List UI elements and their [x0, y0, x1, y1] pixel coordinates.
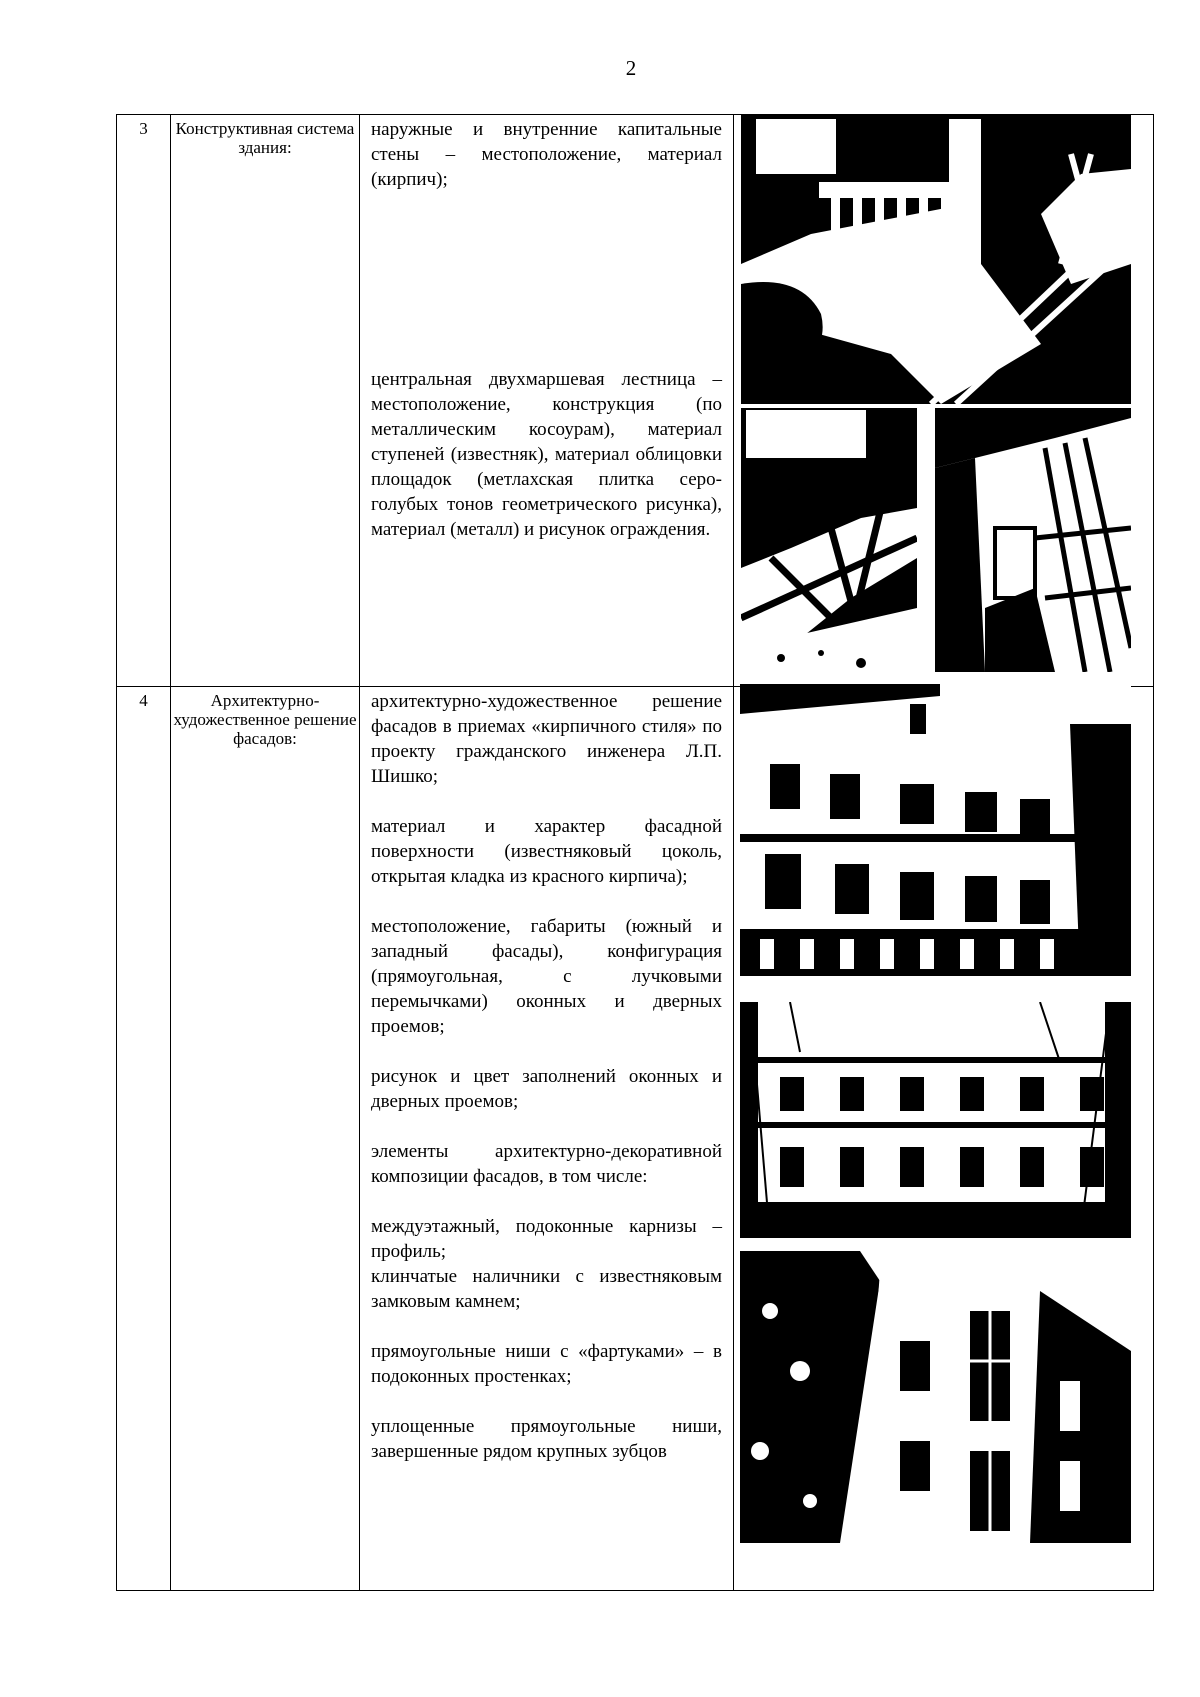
description-paragraph: элементы архитектурно-декоративной композиции фасадов, в том числе: — [371, 1141, 722, 1187]
page-number: 2 — [625, 56, 637, 80]
staircase-balustrade-photo — [741, 114, 1131, 404]
description-paragraph: прямоугольные ниши с «фартуками» – в подоконных простенках; — [371, 1341, 722, 1387]
description-paragraph: местоположение, габариты (южный и западный фасады), конфигурация (прямоугольная, с лучковыми перемычками) оконных и дверных проемов; — [371, 916, 722, 1037]
description-paragraph: центральная двухмаршевая лестница – местоположение, конструкция (по металлическим косоурам), материал ступеней (известняк), материал облицовки площадок (метлахская плитка серо-голубых тонов геометрического рисунка), материал (металл) и рисунок ограждения. — [371, 369, 722, 540]
staircase-stringers-photo — [741, 408, 917, 672]
row-description — [360, 115, 734, 687]
staircase-landing-photo — [935, 408, 1131, 672]
description-paragraph: уплощенные прямоугольные ниши, завершенные рядом крупных зубцов — [371, 1416, 722, 1462]
row-title: Архитектурно-художественное решение фасадов: — [171, 687, 360, 1591]
facade-photo-west — [740, 1002, 1131, 1238]
row-title: Конструктивная система здания: — [171, 115, 360, 687]
description-paragraph: рисунок и цвет заполнений оконных и дверных проемов; — [371, 1066, 722, 1112]
row-description — [360, 687, 734, 1591]
description-paragraph: архитектурно-художественное решение фасадов в приемах «кирпичного стиля» по проекту гражданского инженера Л.П. Шишко; — [371, 691, 722, 787]
row-number: 4 — [117, 687, 171, 1591]
description-paragraph: материал и характер фасадной поверхности (известняковый цоколь, открытая кладка из красного кирпича); — [371, 816, 722, 887]
description-paragraph: междуэтажный, подоконные карнизы – профиль; — [371, 1216, 722, 1262]
facade-photo-south — [740, 684, 1131, 976]
facade-photo-corner — [740, 1251, 1131, 1543]
row-number: 3 — [117, 115, 171, 687]
description-paragraph: клинчатые наличники с известняковым замковым камнем; — [371, 1266, 722, 1312]
description-paragraph: наружные и внутренние капитальные стены – местоположение, материал (кирпич); — [371, 119, 722, 190]
